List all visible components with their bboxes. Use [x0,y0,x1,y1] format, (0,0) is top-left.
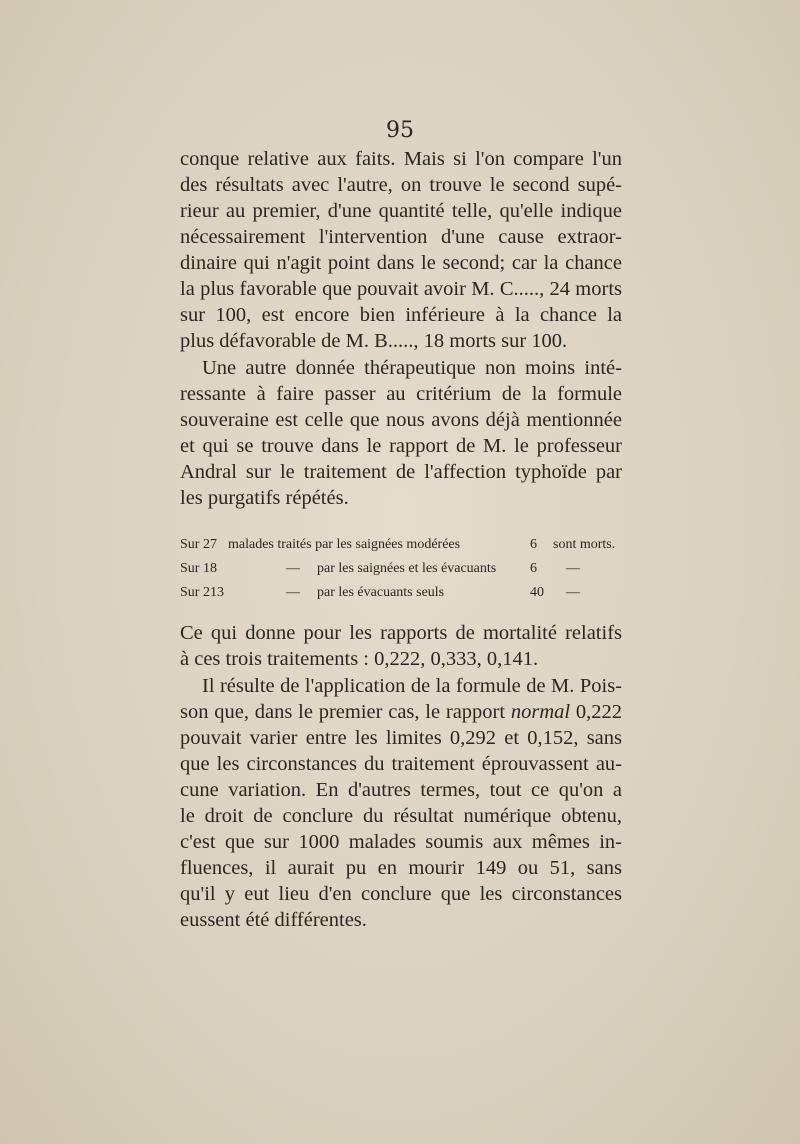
paragraph-2 [180,355,622,511]
paragraph-3 [180,620,622,672]
row-description: malades traités par les saignées modérées [228,537,461,552]
text-line: des résultats avec l'autre, on trouve le second supé- [180,174,622,196]
text-line: pouvait varier entre les limites 0,292 et 0,152, sans [180,727,622,749]
paragraph-4 [180,673,622,933]
row-tail: — [566,585,580,600]
row-description: par les évacuants seuls [317,585,445,600]
text-line: la plus favorable que pouvait avoir M. C....., 24 morts [180,278,622,300]
paragraph-1 [180,146,622,354]
text-line: Andral sur le traitement de l'affection typhoïde par [180,461,622,483]
text-line: souveraine est celle que nous avons déjà mentionnée [180,409,622,431]
table-row [180,533,622,557]
text-line: nécessairement l'intervention d'une cause extraor- [180,226,622,248]
text-line: les purgatifs répétés. [180,487,349,509]
row-tail: sont morts. [553,537,616,552]
row-label: Sur 18 [180,561,217,576]
text-line: sur 100, est encore bien inférieure à la chance la [180,304,622,326]
text-fragment: son que, dans le premier cas, le rapport [180,701,511,723]
text-line: plus défavorable de M. B....., 18 morts sur 100. [180,330,568,352]
row-deaths: 6 [530,561,537,576]
row-tail: — [566,561,580,576]
table-row [180,557,622,581]
text-line: eussent été différentes. [180,909,367,931]
text-line [180,699,622,725]
text-line: qu'il y eut lieu d'en conclure que les circonstances [180,883,622,905]
text-line: ressante à faire passer au critérium de la formule [180,383,622,405]
ditto-dash: — [286,561,300,576]
text-line: à ces trois traitements : 0,222, 0,333, 0,141. [180,648,539,670]
row-deaths: 40 [530,585,544,600]
text-line: Il résulte de l'application de la formule de M. Pois- [202,675,622,697]
text-line: cune variation. En d'autres termes, tout ce qu'on a [180,779,622,801]
text-line: conque relative aux faits. Mais si l'on compare l'un [180,148,622,170]
text-line: c'est que sur 1000 malades soumis aux mêmes in- [180,831,622,853]
table-row [180,581,622,605]
text-line: que les circonstances du traitement éprouvassent au- [180,753,622,775]
text-line: dinaire qui n'agit point dans le second; car la chance [180,252,622,274]
italic-term: normal [510,701,571,723]
text-line: rieur au premier, d'une quantité telle, qu'elle indique [180,200,622,222]
text-line: et qui se trouve dans le rapport de M. le professeur [180,435,622,457]
text-line: Ce qui donne pour les rapports de mortalité relatifs [180,622,622,644]
ditto-dash: — [286,585,300,600]
text-line: le droit de conclure du résultat numérique obtenu, [180,805,622,827]
text-line: Une autre donnée thérapeutique non moins inté- [202,357,622,379]
mortality-table [180,533,622,605]
text-fragment: 0,222 [570,701,622,723]
row-label: Sur 27 [180,537,217,552]
text-line: fluences, il aurait pu en mourir 149 ou 51, sans [180,857,622,879]
row-label: Sur 213 [180,585,224,600]
row-description: par les saignées et les évacuants [317,561,497,576]
row-deaths: 6 [530,537,537,552]
page-number: 95 [386,118,414,143]
